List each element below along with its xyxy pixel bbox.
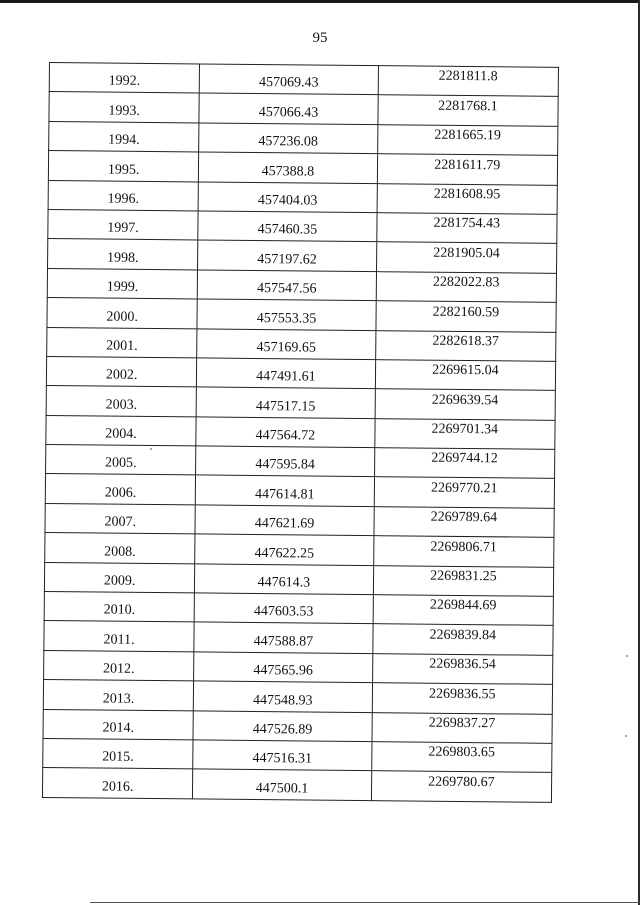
year-cell: 1995. [48,151,199,182]
value-b-cell [372,624,553,655]
value-b-text: 2282618.37 [432,333,499,350]
value-a-cell: 447516.31 [193,740,372,771]
value-b-text: 2269701.34 [431,421,499,438]
table-row [49,63,558,97]
value-a-cell: 457404.03 [198,182,377,213]
value-b-cell [378,66,559,97]
value-a-cell: 447526.89 [193,711,372,742]
value-a-cell: 457197.62 [198,240,377,271]
value-b-text: 2281768.1 [438,98,498,115]
value-a-cell: 457553.35 [197,299,376,330]
value-b-cell [376,242,557,273]
year-cell: 2014. [43,709,194,740]
value-b-cell [372,683,553,714]
table-row [46,415,555,449]
page-number: 95 [312,30,328,46]
value-b-cell [375,360,556,391]
value-a-cell: 447603.53 [194,593,373,624]
value-b-text: 2269639.54 [431,392,499,409]
year-cell: 2006. [45,474,196,505]
value-b-text: 2281608.95 [433,186,501,203]
value-b-text: 2281905.04 [433,245,500,262]
year-cell: 1993. [49,92,200,123]
year-cell: 2004. [46,415,197,446]
value-b-text: 2269836.54 [429,656,496,673]
value-b-cell [375,389,556,420]
value-b-text: 2282022.83 [432,274,500,291]
value-b-cell [374,448,555,479]
value-b-cell [376,271,557,302]
year-cell: 2003. [46,386,197,417]
value-b-cell [375,330,556,361]
value-b-cell [372,712,553,743]
value-b-text: 2281754.43 [433,216,501,232]
year-cell: 1998. [48,239,199,270]
value-a-cell: 447614.81 [196,475,375,506]
value-a-cell: 457460.35 [198,211,377,242]
value-b-text: 2281611.79 [434,157,501,173]
value-a-cell: 447517.15 [196,387,375,418]
value-a-cell: 447491.61 [197,358,376,389]
value-a-cell: 457066.43 [199,93,378,124]
year-cell: 1996. [48,180,199,211]
value-b-text: 2269615.04 [432,362,499,379]
value-a-cell: 447621.69 [195,505,374,536]
year-cell: 2012. [44,650,195,681]
value-a-cell: 447614.3 [195,564,374,595]
year-cell: 2010. [44,592,195,623]
value-b-text: 2281811.8 [438,69,498,85]
table-row [46,445,555,479]
value-b-text: 2269831.25 [430,568,497,585]
year-cell: 1994. [49,121,200,152]
value-b-text: 2269836.55 [428,686,496,702]
table-row [43,738,552,772]
value-b-text: 2269744.12 [431,451,498,467]
scan-border-bottom [90,902,640,903]
year-cell: 2001. [47,327,198,358]
value-b-cell [373,565,554,596]
year-cell: 2015. [43,738,194,769]
value-a-cell: 447588.87 [194,622,373,653]
value-b-text: 2269770.21 [430,480,498,497]
year-cell: 1999. [47,268,198,299]
value-b-cell [376,301,557,332]
year-cell: 2000. [47,298,198,329]
value-b-cell [377,183,558,214]
scan-border-top [0,0,640,3]
table-body [42,63,558,803]
value-b-text: 2269837.27 [428,715,496,732]
value-b-text: 2269803.65 [428,745,496,761]
year-cell: 2007. [45,503,196,534]
value-b-cell [371,742,552,773]
value-b-cell [377,124,558,155]
year-cell: 2005. [46,445,197,476]
value-b-text: 2269806.71 [430,539,497,555]
value-a-cell: 457069.43 [199,64,378,95]
value-a-cell: 457169.65 [197,328,376,359]
table-row [49,92,558,126]
value-b-cell [376,213,557,244]
value-b-cell [377,154,558,185]
scan-speck [626,655,628,657]
value-b-cell [374,418,555,449]
value-a-cell: 447622.25 [195,534,374,565]
value-b-cell [374,477,555,508]
value-b-text: 2269780.67 [428,774,495,791]
year-cell: 2013. [43,680,194,711]
value-b-text: 2282160.59 [432,304,500,320]
table-row [43,709,552,743]
value-b-cell [372,653,553,684]
value-b-text: 2269839.84 [429,627,497,644]
value-b-cell [374,506,555,537]
year-cell: 2002. [46,356,197,387]
year-cell: 2009. [44,562,195,593]
year-cell: 2016. [42,768,193,799]
value-a-cell: 457236.08 [199,123,378,154]
value-a-cell: 447564.72 [196,417,375,448]
table-row [46,386,555,420]
value-a-cell: 447548.93 [194,681,373,712]
value-b-text: 2269844.69 [429,598,497,614]
value-b-cell [373,595,554,626]
scan-speck [625,735,627,737]
year-cell: 2011. [44,621,195,652]
scan-speck [150,448,152,450]
year-cell: 2008. [45,533,196,564]
value-a-cell: 457388.8 [199,152,378,183]
value-a-cell: 447500.1 [193,769,372,800]
value-a-cell: 447595.84 [196,446,375,477]
value-a-cell: 447565.96 [194,652,373,683]
value-a-cell: 457547.56 [198,270,377,301]
value-b-cell [378,95,559,126]
value-b-text: 2269789.64 [430,509,498,526]
year-cell: 1992. [49,63,200,94]
value-b-text: 2281665.19 [434,127,501,144]
data-table [42,62,559,803]
year-cell: 1997. [48,209,199,240]
value-b-cell [373,536,554,567]
table-row [42,768,551,802]
value-b-cell [371,771,552,802]
